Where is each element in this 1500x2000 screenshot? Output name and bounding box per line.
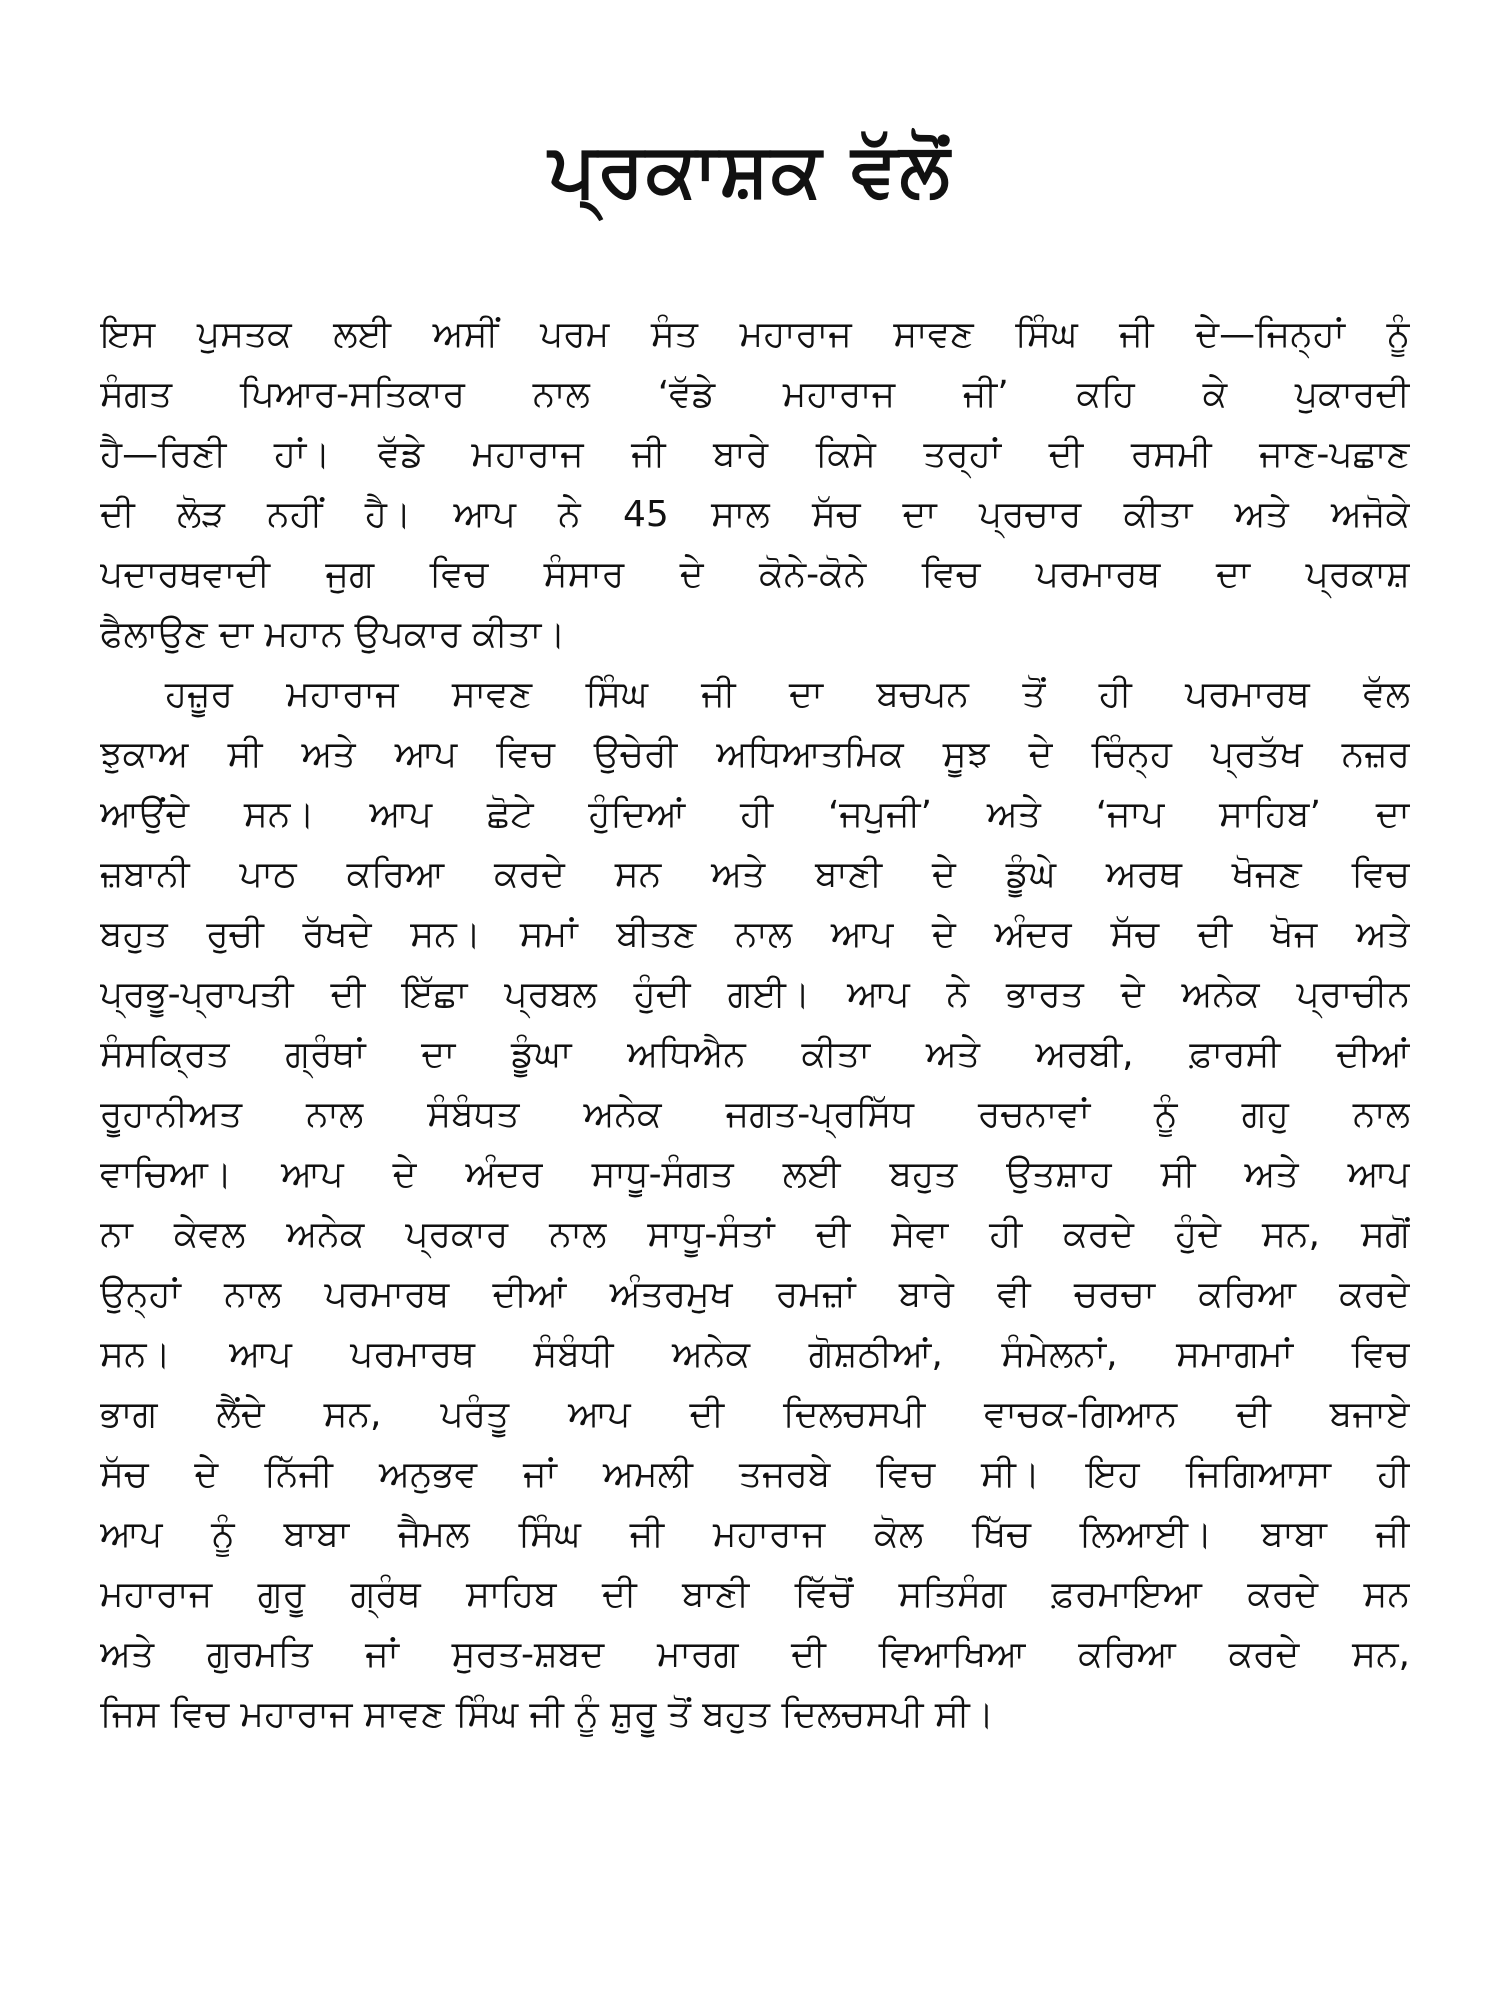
text-line: ਸੰਗਤ ਪਿਆਰ-ਸਤਿਕਾਰ ਨਾਲ ‘ਵੱਡੇ ਮਹਾਰਾਜ ਜੀ’ ਕਹਿ ਕੇ ਪੁਕਾਰਦੀ [100,374,1410,415]
text-line: ਵਾਚਿਆ। ਆਪ ਦੇ ਅੰਦਰ ਸਾਧੂ-ਸੰਗਤ ਲਈ ਬਹੁਤ ਉਤਸ਼ਾਹ ਸੀ ਅਤੇ ਆਪ [100,1154,1410,1195]
text-line: ਮਹਾਰਾਜ ਗੁਰੂ ਗ੍ਰੰਥ ਸਾਹਿਬ ਦੀ ਬਾਣੀ ਵਿੱਚੋਂ ਸਤਿਸੰਗ ਫ਼ਰਮਾਇਆ ਕਰਦੇ ਸਨ [100,1574,1410,1615]
text-line: ਹਜ਼ੂਰ ਮਹਾਰਾਜ ਸਾਵਣ ਸਿੰਘ ਜੀ ਦਾ ਬਚਪਨ ਤੋਂ ਹੀ ਪਰਮਾਰਥ ਵੱਲ [165,674,1410,715]
text-line: ਪ੍ਰਭੂ-ਪ੍ਰਾਪਤੀ ਦੀ ਇੱਛਾ ਪ੍ਰਬਲ ਹੁੰਦੀ ਗਈ। ਆਪ ਨੇ ਭਾਰਤ ਦੇ ਅਨੇਕ ਪ੍ਰਾਚੀਨ [100,974,1410,1015]
text-line: ਪਦਾਰਥਵਾਦੀ ਜੁਗ ਵਿਚ ਸੰਸਾਰ ਦੇ ਕੋਨੇ-ਕੋਨੇ ਵਿਚ ਪਰਮਾਰਥ ਦਾ ਪ੍ਰਕਾਸ਼ [100,554,1410,595]
text-line: ਸੰਸਕ੍ਰਿਤ ਗ੍ਰੰਥਾਂ ਦਾ ਡੂੰਘਾ ਅਧਿਐਨ ਕੀਤਾ ਅਤੇ ਅਰਬੀ, ਫ਼ਾਰਸੀ ਦੀਆਂ [100,1034,1410,1075]
body-text [100,305,1410,1745]
paragraph-1 [100,305,1410,665]
text-line: ਰੂਹਾਨੀਅਤ ਨਾਲ ਸੰਬੰਧਤ ਅਨੇਕ ਜਗਤ-ਪ੍ਰਸਿੱਧ ਰਚਨਾਵਾਂ ਨੂੰ ਗਹੁ ਨਾਲ [100,1094,1410,1135]
text-line: ਸੱਚ ਦੇ ਨਿੱਜੀ ਅਨੁਭਵ ਜਾਂ ਅਮਲੀ ਤਜਰਬੇ ਵਿਚ ਸੀ। ਇਹ ਜਿਗਿਆਸਾ ਹੀ [100,1454,1410,1495]
text-line: ਜ਼ਬਾਨੀ ਪਾਠ ਕਰਿਆ ਕਰਦੇ ਸਨ ਅਤੇ ਬਾਣੀ ਦੇ ਡੂੰਘੇ ਅਰਥ ਖੋਜਣ ਵਿਚ [100,854,1410,895]
text-line: ਫੈਲਾਉਣ ਦਾ ਮਹਾਨ ਉਪਕਾਰ ਕੀਤਾ। [100,614,566,655]
text-line: ਉਨ੍ਹਾਂ ਨਾਲ ਪਰਮਾਰਥ ਦੀਆਂ ਅੰਤਰਮੁਖ ਰਮਜ਼ਾਂ ਬਾਰੇ ਵੀ ਚਰਚਾ ਕਰਿਆ ਕਰਦੇ [100,1274,1410,1315]
text-line: ਆਉਂਦੇ ਸਨ। ਆਪ ਛੋਟੇ ਹੁੰਦਿਆਂ ਹੀ ‘ਜਪੁਜੀ’ ਅਤੇ ‘ਜਾਪ ਸਾਹਿਬ’ ਦਾ [100,794,1410,835]
text-line: ਸਨ। ਆਪ ਪਰਮਾਰਥ ਸੰਬੰਧੀ ਅਨੇਕ ਗੋਸ਼ਠੀਆਂ, ਸੰਮੇਲਨਾਂ, ਸਮਾਗਮਾਂ ਵਿਚ [100,1334,1410,1375]
text-line: ਆਪ ਨੂੰ ਬਾਬਾ ਜੈਮਲ ਸਿੰਘ ਜੀ ਮਹਾਰਾਜ ਕੋਲ ਖਿੱਚ ਲਿਆਈ। ਬਾਬਾ ਜੀ [100,1514,1410,1555]
page-title: ਪ੍ਰਕਾਸ਼ਕ ਵੱਲੋਂ [548,127,952,213]
text-line: ਨਾ ਕੇਵਲ ਅਨੇਕ ਪ੍ਰਕਾਰ ਨਾਲ ਸਾਧੂ-ਸੰਤਾਂ ਦੀ ਸੇਵਾ ਹੀ ਕਰਦੇ ਹੁੰਦੇ ਸਨ, ਸਗੋਂ [100,1214,1410,1255]
text-line: ਭਾਗ ਲੈਂਦੇ ਸਨ, ਪਰੰਤੂ ਆਪ ਦੀ ਦਿਲਚਸਪੀ ਵਾਚਕ-ਗਿਆਨ ਦੀ ਬਜਾਏ [100,1394,1410,1435]
text-line: ਇਸ ਪੁਸਤਕ ਲਈ ਅਸੀਂ ਪਰਮ ਸੰਤ ਮਹਾਰਾਜ ਸਾਵਣ ਸਿੰਘ ਜੀ ਦੇ—ਜਿਨ੍ਹਾਂ ਨੂੰ [100,314,1410,355]
text-line: ਜਿਸ ਵਿਚ ਮਹਾਰਾਜ ਸਾਵਣ ਸਿੰਘ ਜੀ ਨੂੰ ਸ਼ੁਰੂ ਤੋਂ ਬਹੁਤ ਦਿਲਚਸਪੀ ਸੀ। [100,1694,994,1735]
text-line: ਅਤੇ ਗੁਰਮਤਿ ਜਾਂ ਸੁਰਤ-ਸ਼ਬਦ ਮਾਰਗ ਦੀ ਵਿਆਖਿਆ ਕਰਿਆ ਕਰਦੇ ਸਨ, [100,1634,1410,1675]
text-line: ਹੈ—ਰਿਣੀ ਹਾਂ। ਵੱਡੇ ਮਹਾਰਾਜ ਜੀ ਬਾਰੇ ਕਿਸੇ ਤਰ੍ਹਾਂ ਦੀ ਰਸਮੀ ਜਾਣ-ਪਛਾਣ [100,434,1410,475]
text-line: ਦੀ ਲੋੜ ਨਹੀਂ ਹੈ। ਆਪ ਨੇ 45 ਸਾਲ ਸੱਚ ਦਾ ਪ੍ਰਚਾਰ ਕੀਤਾ ਅਤੇ ਅਜੋਕੇ [100,494,1410,535]
text-line: ਝੁਕਾਅ ਸੀ ਅਤੇ ਆਪ ਵਿਚ ਉਚੇਰੀ ਅਧਿਆਤਮਿਕ ਸੂਝ ਦੇ ਚਿੰਨ੍ਹ ਪ੍ਰਤੱਖ ਨਜ਼ਰ [100,734,1410,775]
paragraph-2 [100,665,1410,1745]
text-line: ਬਹੁਤ ਰੁਚੀ ਰੱਖਦੇ ਸਨ। ਸਮਾਂ ਬੀਤਣ ਨਾਲ ਆਪ ਦੇ ਅੰਦਰ ਸੱਚ ਦੀ ਖੋਜ ਅਤੇ [100,914,1410,955]
